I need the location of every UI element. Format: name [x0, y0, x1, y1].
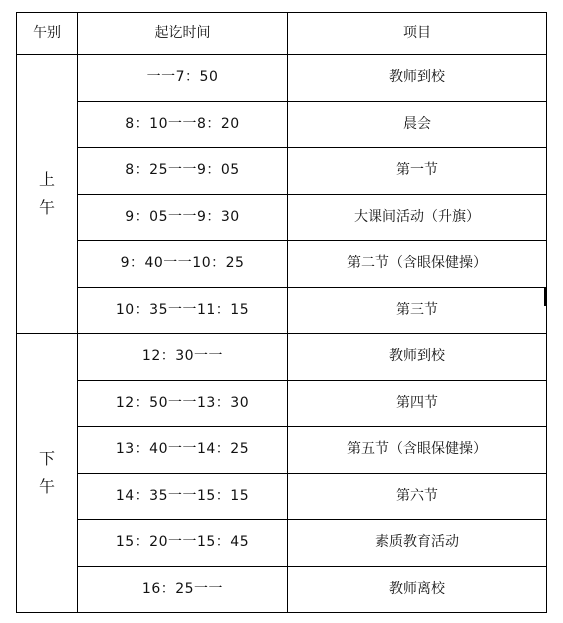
table-row: [17, 334, 547, 381]
table-row: [17, 520, 547, 567]
period-cell-morning: [17, 55, 78, 334]
item-cell: 晨会: [288, 101, 547, 148]
time-cell: 8：10一一8：20: [78, 101, 288, 148]
item-cell: 教师到校: [288, 55, 547, 102]
table-row: [17, 101, 547, 148]
item-cell: 第二节（含眼保健操）: [288, 241, 547, 288]
header-period: 午别: [17, 13, 78, 55]
table-row: [17, 473, 547, 520]
item-cell: 第六节: [288, 473, 547, 520]
item-cell: 素质教育活动: [288, 520, 547, 567]
item-cell: 教师离校: [288, 566, 547, 613]
time-cell: 13：40一一14：25: [78, 427, 288, 474]
table-row: [17, 148, 547, 195]
period-cell-afternoon: [17, 334, 78, 613]
table-row: [17, 194, 547, 241]
item-cell: 第四节: [288, 380, 547, 427]
time-cell: 10：35一一11：15: [78, 287, 288, 334]
time-cell: 9：05一一9：30: [78, 194, 288, 241]
item-cell: 第一节: [288, 148, 547, 195]
text-cursor: [544, 288, 546, 306]
time-cell: 12：50一一13：30: [78, 380, 288, 427]
item-cell: 第三节: [288, 287, 547, 334]
table-row: [17, 427, 547, 474]
table-row: [17, 380, 547, 427]
header-row: [17, 13, 547, 55]
header-time: 起讫时间: [78, 13, 288, 55]
time-cell: 16：25一一: [78, 566, 288, 613]
table-row: [17, 566, 547, 613]
period-label-morning: 上午: [38, 170, 55, 217]
time-cell: 8：25一一9：05: [78, 148, 288, 195]
time-cell: 15：20一一15：45: [78, 520, 288, 567]
table-row: [17, 55, 547, 102]
item-cell: 大课间活动（升旗）: [288, 194, 547, 241]
item-cell: 第五节（含眼保健操）: [288, 427, 547, 474]
header-item: 项目: [288, 13, 547, 55]
time-cell: 14：35一一15：15: [78, 473, 288, 520]
item-cell: 教师到校: [288, 334, 547, 381]
time-cell: 一一7：50: [78, 55, 288, 102]
schedule-table: [16, 12, 547, 613]
time-cell: 9：40一一10：25: [78, 241, 288, 288]
table-row: [17, 241, 547, 288]
time-cell: 12：30一一: [78, 334, 288, 381]
period-label-afternoon: 下午: [38, 449, 55, 496]
table-row: [17, 287, 547, 334]
